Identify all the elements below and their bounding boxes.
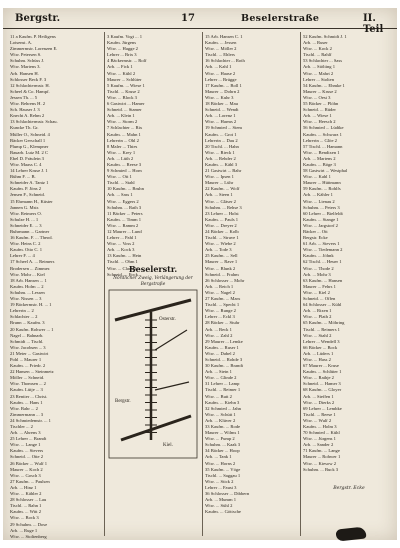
directory-entry: Kaufm. ... Sievers	[10, 448, 44, 454]
directory-entry: Wtw. ... Pump 2	[205, 436, 235, 442]
directory-entry: Wtw. Reimers O.	[10, 210, 42, 216]
directory-entry: Tischl. ... Ehlers	[205, 52, 235, 58]
directory-entry: 15 Arb. Hansen C. 1	[205, 34, 243, 39]
map-street-line	[115, 300, 191, 320]
directory-entry: Tischl. ... Saggau 1	[205, 472, 241, 478]
map-label: Kiel.	[163, 443, 173, 448]
directory-entry: 30 Kaufm. ... Brandt	[205, 363, 243, 369]
directory-entry: Wtw. ... Block 3	[107, 94, 137, 100]
directory-entry: Tischl. ... Reimers 1	[303, 326, 340, 332]
directory-entry: Tischl. ... Kruse 2	[107, 88, 140, 94]
directory-entry: Wtw. ... Thode 2	[303, 265, 334, 271]
map-label: Bergstr.	[115, 399, 131, 404]
directory-entry: Wtw. ... Ott 1	[107, 174, 132, 180]
directory-entry: Wtw. ... Heesch 2	[303, 119, 336, 125]
directory-entry: Wtw. Mohr ... Kiel	[10, 271, 45, 277]
directory-entry: Kaufm. ... Mahn 1	[107, 131, 141, 137]
directory-entry: Arb. ... Tank 1	[205, 454, 232, 460]
directory-entry: Schuhm. ... Rath 3	[107, 204, 142, 210]
directory-entry: Schneider E. ... 3	[10, 222, 42, 228]
directory-entry: Kaufm. Otto C. 1	[10, 247, 43, 253]
directory-entry: 19 Bäckermstr. H. ... 1	[10, 302, 52, 308]
directory-entry: Maurer ... Dohrn 2	[205, 88, 240, 94]
directory-entry: 13 Schlachtermstr. Schau.	[10, 119, 58, 125]
column-4	[303, 34, 395, 482]
directory-entry: 24 Bäcker ... Kolb	[205, 229, 239, 234]
directory-entry: 13 Kaufm. ... Hein	[107, 253, 142, 259]
directory-entry: Wtw. ... Bendixen 1	[303, 149, 340, 155]
directory-entry: Wtw. ... Glinde 2	[205, 375, 237, 381]
directory-entry: Wtw. Heins C. 2	[10, 241, 41, 247]
directory-entry: Möller ... Schneid.	[10, 375, 45, 381]
directory-entry: Wtw. ... Krey 1	[107, 149, 136, 155]
directory-entry: Wtw. Martens 3.	[10, 64, 41, 70]
directory-entry: 31 Lehrer ... Lamp	[205, 381, 240, 387]
directory-entry: 65 Kaufm. ... Möhring	[303, 320, 345, 326]
directory-entry: Schneid. ... Otte 2	[10, 454, 44, 460]
directory-entry: Wtw. ... Gläser 2	[205, 198, 236, 204]
directory-entry: Arb. ... Steffen 1	[303, 393, 334, 399]
directory-entry: Schuhm. ... Buck 3	[303, 466, 339, 472]
directory-entry: Schneid. ... Rohde 3	[205, 356, 243, 362]
directory-entry: Arb. ... Sander 2	[303, 442, 334, 448]
directory-entry: Schuhm. ... Rehse 3	[205, 204, 242, 210]
directory-entry: 21 Meier ... Gastwirt	[10, 350, 49, 356]
directory-entry: 59 Kaufm. ... Rohlfs	[303, 186, 341, 192]
directory-entry: Kaufm. Jürgens	[107, 40, 137, 46]
directory-entry: Tischl. ... Specht 1	[205, 302, 240, 308]
directory-entry: Wtw. ... Stick 2	[205, 478, 234, 484]
directory-entry: Ebel D. Fräulein 3	[10, 155, 44, 161]
directory-entry: Wtw. ... Claus 2	[107, 265, 137, 271]
directory-entry: Wtw. ... Mahrt 2	[303, 70, 334, 76]
directory-entry: Schulze H. ... 1	[10, 216, 39, 222]
directory-entry: Wtw. ... Rathje 2	[303, 375, 334, 381]
directory-entry: Maurer ... Schlüter	[107, 76, 142, 82]
directory-entry: Bäcker Gerschall 1	[10, 137, 46, 143]
directory-entry: Kaufm. ... Kähl 3	[205, 161, 238, 167]
directory-entry: Wtw. ... Harms 2	[205, 119, 237, 125]
directory-entry: 57 Tischl. ... Hamann	[303, 143, 343, 149]
directory-entry: Kaufm. Lütje ... 3	[10, 387, 43, 393]
directory-entry: Bergstr. Ecke	[303, 235, 328, 241]
directory-entry: 29 Schuhm. ... Dose	[10, 521, 48, 527]
directory-entry: Arb. ... Klüver 2	[205, 417, 236, 423]
directory-entry: Arb. ... Mumm 1	[205, 497, 237, 503]
directory-entry: Schneid. ... Stamer	[107, 107, 142, 113]
directory-entry: 22 Kaufm. ... Wolf	[205, 186, 240, 192]
directory-entry: Wtw. ... Sühl 2	[205, 503, 233, 509]
directory-entry: Tischl. ... Reese 1	[303, 411, 336, 417]
column-rule	[202, 32, 203, 536]
directory-entry: 28 Schlosser ... Lau	[10, 497, 47, 503]
directory-entry: Lehrer ... Brügge	[205, 76, 237, 82]
directory-entry: Buhrmann ... Gartner	[10, 229, 50, 234]
directory-entry: Tischl. ... Reimer 1	[205, 387, 241, 393]
directory-entry: 5 Kaufm. ... Wiese 1	[107, 82, 145, 88]
directory-entry: Wtw. ... Kuhr 3	[205, 94, 234, 100]
directory-entry: 56 Schmied ... Lüdtke	[303, 125, 344, 131]
directory-entry: Lehrer ... Brix 3	[107, 52, 137, 58]
directory-entry: Scheel & Co. Hampf.	[10, 88, 50, 94]
directory-entry: Lehrer ... Stolten	[303, 76, 334, 82]
directory-entry: 66 Bäcker ... Bock	[303, 344, 338, 350]
directory-entry: 25 Lehrer ... Brandt	[10, 436, 47, 442]
directory-entry: 26 Bäcker ... Wulf 1	[10, 460, 48, 466]
directory-entry: Arb. ... Rehder 2	[205, 155, 236, 161]
directory-entry: Bäcker ... Ott	[303, 229, 328, 234]
directory-page	[3, 8, 397, 540]
directory-entry: Wtw. ... Kühl 2	[107, 70, 136, 76]
column-1	[10, 34, 102, 539]
directory-entry: Lehrer ... Eckl 3	[205, 314, 235, 320]
directory-entry: Wtw. Bahr ... 2	[10, 405, 38, 411]
map-street-line	[155, 330, 187, 350]
directory-entry: Schuhm. ... Peters 3	[303, 204, 340, 210]
directory-entry: Arb. ... Ahrens 3	[10, 430, 41, 436]
directory-entry: 15 Ehrmann H., Küster	[10, 198, 53, 204]
directory-entry: Wtw. ... Lienau 2	[303, 198, 335, 204]
directory-entry: 4 Bäckermstr. ... Rolf	[107, 58, 147, 64]
directory-entry: Wtw. ... Gosch 3	[10, 472, 41, 478]
directory-entry: Wtw. ... Kiel 2	[303, 289, 330, 295]
directory-entry: 34 Bäcker ... Hoop	[205, 448, 240, 454]
directory-entry: Wtw. ... Möller 2	[205, 46, 237, 52]
directory-entry: Lehrerin ... Ohl 2	[107, 137, 139, 143]
directory-entry: Tischl. ... Ohm 1	[107, 259, 138, 265]
directory-entry: Kaufm. ... Reese 3	[107, 161, 142, 167]
directory-entry: Wtw. ... Butt 2	[205, 393, 232, 399]
directory-entry: 10 Kaufm. ... Bruhn	[107, 186, 144, 192]
directory-entry: 36 Schlosser ... Dibbern	[205, 491, 250, 497]
directory-entry: Arb. ... Hinz 1	[10, 484, 37, 490]
directory-entry: Wtw. ... Jürgens 1	[303, 436, 336, 442]
column-4-footer: Bergstr. Ecke	[333, 486, 365, 491]
directory-entry: Kaufm. ... Pauls 1	[205, 216, 239, 222]
map-street-line	[155, 382, 189, 390]
directory-entry: Kaufm. ... Böge 3	[303, 161, 336, 167]
directory-entry: Wtw. Maass C. 4	[10, 161, 42, 167]
ink-blot	[335, 526, 366, 541]
directory-entry: Wtw. ... Rieck 1	[205, 149, 235, 155]
directory-entry: Arb. ... Wiese 1	[303, 113, 332, 119]
directory-entry: Maurer ... Rave 1	[205, 259, 238, 265]
directory-entry: 63 Kaufm. ... Hansen	[303, 277, 343, 283]
directory-entry: 8 Maler ... Thies	[107, 143, 138, 149]
directory-entry: 58 Gastwirt ... Westphal	[303, 168, 348, 174]
directory-entry: Arb. ... Kahl 1	[205, 64, 232, 70]
directory-entry: Wtw. ... Ipsen 1	[205, 174, 234, 180]
directory-entry: Wtw. ... Hagge 2	[107, 46, 138, 52]
directory-entry: Lehrer ... Wendell 3	[303, 338, 340, 344]
directory-entry: Schneider A. Tantz 1	[10, 180, 49, 186]
directory-entry: Arb. Hansen H.	[10, 70, 39, 76]
directory-entry: Schneid. ... Wendt	[205, 107, 239, 113]
section-title: Beselerstr.	[128, 264, 178, 274]
directory-entry: Arb. ... Steen 1	[205, 192, 233, 198]
directory-entry: Wtw. ... Schütt 1	[205, 411, 236, 417]
directory-entry: Bühm F. ... B.	[10, 174, 36, 180]
directory-entry: Kaufm. ... Witt 2	[10, 509, 41, 515]
directory-entry: Kuncke Th. Gr.	[10, 125, 39, 131]
directory-entry: Plump G., Klempner	[10, 143, 49, 149]
directory-entry: Arb. ... Lüth 2	[107, 155, 134, 161]
directory-entry: 7 Schlachter ... Rix	[107, 125, 143, 131]
directory-entry: Wtw. ... Kähler 2	[10, 491, 42, 497]
directory-entry: Schlosser Beck F. 3	[10, 76, 47, 82]
directory-entry: Arb. ... Rixen 1	[303, 308, 332, 314]
directory-entry: 64 Schlosser ... Kühl	[303, 302, 342, 308]
directory-entry: Kaufm. ... Göttsche	[205, 509, 241, 515]
directory-entry: 16 Schlachter ... Roth	[205, 58, 245, 64]
directory-entry: 70 Schmied ... Kühl	[303, 430, 340, 436]
directory-entry: Zimmermstr. Lorenzen E.	[10, 46, 58, 52]
directory-entry: 62 Tischl. ... Heuer 1	[303, 259, 342, 265]
directory-entry: Kaufm. ... Kiehn 3	[205, 399, 240, 405]
directory-entry: 6 Gastwirt ... Hamer	[107, 101, 145, 107]
directory-entry: Arb. ... Lüders 1	[303, 350, 334, 356]
directory-entry: 32 Schmied ... Jahn	[205, 405, 241, 411]
directory-entry: Arb. ... Kock 3	[107, 247, 135, 253]
directory-entry: Wtw. ... Stahl 2	[303, 332, 332, 338]
directory-entry: Jensen F., Schneid.	[10, 192, 45, 198]
directory-entry: Schuhm. Schüss J.	[10, 58, 45, 64]
directory-entry: Wtw. ... Zahl 2	[205, 332, 233, 338]
directory-entry: Wtw. ... Ramm 2	[107, 222, 139, 228]
directory-entry: Tischl. ... Struve 1	[205, 235, 239, 241]
directory-entry: Maurer ... Hüttmann	[303, 180, 341, 186]
header-part: II. Teil	[363, 13, 384, 35]
directory-entry: Schneid. ... Hamer 3	[303, 381, 341, 387]
directory-entry: Tischl. ... Rahlf	[303, 52, 332, 58]
directory-entry: Wtw. ... Horns 2	[205, 460, 236, 466]
directory-entry: 35 Kaufm. ... Vöge	[205, 466, 241, 472]
directory-entry: 23 Rentier ... Christ.	[10, 393, 48, 399]
directory-entry: Wtw. ... Tiedemann 2	[303, 247, 343, 253]
directory-entry: Wtw. Petersen S.	[10, 52, 42, 58]
directory-entry: 12 Maurer ... Lund	[107, 229, 142, 234]
directory-entry: Lehrerin ... Glöe 2	[303, 137, 337, 143]
directory-entry: Wtw. Jacobsen ... 3	[10, 344, 46, 350]
directory-entry: Kaufm. ... Jöhnk	[303, 253, 334, 259]
directory-entry: 23 Lehrer ... Holst	[205, 210, 239, 216]
directory-entry: Arb. ... Fick 1	[107, 64, 133, 70]
directory-entry: Lehrer ... Faust 3	[205, 484, 237, 490]
directory-entry: Arb. ... Ruge 1	[10, 527, 38, 533]
directory-entry: Wtw. ... Blunk 2	[205, 265, 236, 271]
directory-entry: 71 Kaufm. ... Lange	[303, 448, 340, 454]
directory-entry: Sch. Hauser J. 3	[10, 107, 40, 113]
directory-entry: Kaufm. ... Schwarz 1	[303, 131, 342, 137]
directory-entry: Tischl. ... Stahl	[107, 180, 135, 186]
directory-entry: Maurer ... Kruse 2	[303, 88, 337, 94]
directory-entry: Schlachter ... 2	[10, 314, 38, 320]
directory-entry: Kaufm. ... Grot 1	[205, 131, 237, 137]
directory-entry: Arb. ... Stein 1	[205, 369, 232, 375]
directory-entry: Wtw. ... Voss 2	[107, 241, 135, 247]
directory-entry: Kaufm. ... Hans 1	[10, 399, 43, 405]
map-label: Osterstr.	[159, 317, 176, 322]
directory-entry: Kaufm. ... Friedr. 2	[10, 363, 46, 369]
page-number: 17	[181, 13, 195, 24]
directory-entry: 53 Schlachter ... Sass	[303, 58, 343, 64]
directory-entry: 61 Arb. ... Sievers 1	[303, 241, 340, 247]
directory-entry: 26 Schlosser ... Mohr	[205, 277, 245, 283]
directory-entry: 22 Hansen ... Steinmetz	[10, 369, 54, 375]
directory-entry: Wtw. ... Wiebe 2	[205, 241, 236, 247]
directory-entry: 12 Schlachtermstr. H.	[10, 82, 50, 88]
directory-entry: Wtw. ... Oest 3	[303, 94, 331, 100]
directory-entry: Tischler ... 2	[10, 424, 33, 429]
directory-entry: Jannen G. Mstr.	[10, 204, 40, 210]
directory-entry: Wtw. ... Kiesow 2	[303, 460, 337, 466]
directory-entry: 25 Kaufm. ... Sell	[205, 253, 238, 259]
directory-entry: 18 Arb. Hansen ... 1	[10, 277, 47, 283]
directory-entry: Schneid. ... Offen	[303, 296, 336, 302]
directory-entry: Kaufm. ... Stange 1	[303, 216, 339, 222]
directory-entry: Arb. ... Klein 1	[107, 113, 135, 119]
directory-entry: 17 Kaufm. ... Boll 1	[205, 82, 242, 88]
directory-entry: Schuhm. ... Kaak 3	[205, 442, 241, 448]
directory-entry: 24 Schmiedemstr. ... 1	[10, 417, 51, 423]
directory-entry: Lehrer ... Pahl 1	[107, 235, 137, 241]
directory-entry: 27 Kaufm. ... Paulsen	[10, 478, 50, 484]
directory-entry: 20 Kaufm. Rohwer ... 1	[10, 326, 54, 332]
directory-entry: Wtw. ... Dierks 2	[303, 399, 335, 405]
directory-entry: Kaufm. ... Ruser 1	[205, 344, 239, 350]
directory-entry: Wtw. ... Lange 1	[10, 442, 41, 448]
directory-entry: Wtw. ... Kahl 1	[303, 174, 331, 180]
directory-entry: Lotsenst. A.	[10, 40, 33, 46]
directory-entry: Schuhm. ... Lessen	[10, 289, 45, 295]
directory-entry: 27 Kaufm. ... Marx	[205, 296, 241, 302]
directory-entry: Kaufm. ... Jessen	[205, 40, 237, 46]
directory-entry: Pohl ... Maurer 1	[10, 356, 42, 362]
header-left-street: Bergstr.	[15, 13, 61, 24]
directory-entry: Nagel ... Bahnarb.	[10, 332, 44, 338]
directory-entry: 60 Lehrer ... Bielfeldt	[303, 210, 343, 216]
directory-entry: Maurer ... Koch 2	[10, 466, 43, 472]
directory-entry: Maurer ... Wilms 1	[205, 430, 240, 436]
directory-entry: Wtw. ... Kock 2	[303, 46, 332, 52]
street-map	[107, 290, 199, 460]
directory-entry: Kaufm. P. Jöns 2	[10, 186, 42, 192]
directory-entry: Maurer ... Rohwer 1	[303, 454, 341, 460]
directory-entry: Wtw. ... Wulf 2	[303, 417, 332, 423]
directory-entry: 11 Bäcker ... Peters	[107, 210, 143, 216]
directory-entry: Kaufm. ... Timm 1	[107, 216, 142, 222]
section-subtitle: Nördlicher Zweig, Verlängerung der Bergstraße	[113, 276, 193, 287]
directory-entry: Lehrerin ... Dau 2	[205, 137, 238, 143]
directory-entry: Arb. ... Reich 1	[205, 283, 234, 289]
directory-entry: Wtw. ... Dreyer 2	[205, 222, 237, 228]
directory-entry: Schmidt ... Tischl.	[10, 338, 44, 344]
directory-entry: Kaufm. ... Holm 3	[303, 424, 337, 429]
directory-entry: 19 Schmied ... Siem	[205, 125, 243, 131]
directory-entry: Arb. ... Kähler 1	[303, 192, 333, 198]
directory-entry: 67 Maurer ... Kruse	[303, 363, 339, 369]
directory-entry: 33 Kaufm. ... Rode	[205, 424, 241, 429]
directory-entry: 16 Kaufm. F. ... Theod.	[10, 235, 53, 241]
directory-entry: 18 Bäcker ... Mau	[205, 101, 238, 107]
directory-entry: Zimmermann ... 3	[10, 411, 44, 417]
directory-entry: Arb. ... Sass 1	[107, 192, 133, 198]
directory-entry: Lehrerin ... 2	[10, 308, 34, 314]
directory-entry: 21 Gastwirt ... Bahr	[205, 168, 242, 174]
directory-entry: Wtw. Nissen ... 3	[10, 296, 42, 302]
directory-entry: Arb. ... Mohr 3	[303, 271, 331, 277]
directory-entry: Wtw. ... Jargstorf 2	[303, 222, 338, 228]
directory-entry: Maurer ... Fehrs 1	[303, 283, 336, 289]
directory-entry: Wtw. ... Nagel 2	[205, 289, 235, 295]
directory-entry: 28 Bäcker ... Stuhr	[205, 320, 240, 326]
directory-entry: Wtw. ... Eggers 2	[107, 198, 139, 204]
directory-entry: Wtw. ... Stoltenberg	[10, 533, 47, 539]
directory-entry: Lehrer F. ... 4	[10, 253, 35, 259]
directory-entry: Arb. ... Beck 1	[205, 326, 232, 332]
directory-entry: 11 a Kaufm. P. Heiligens	[10, 34, 56, 39]
directory-entry: 54 Kaufm. ... Ehmke 1	[303, 82, 345, 88]
directory-entry: Wtw. ... Bock 3	[10, 515, 39, 521]
directory-entry: 17 Scheel A. ... Reimers	[10, 259, 55, 265]
directory-entry: Arb. ... Stölting 1	[303, 64, 336, 70]
directory-entry: Arb. ... Martens 2	[303, 155, 336, 161]
directory-entry: Wtw. ... Runge 2	[205, 308, 236, 314]
column-3	[205, 34, 297, 534]
directory-entry: Wtw. ... Storm 2	[107, 119, 138, 125]
directory-entry: Schneid. ... Fock	[107, 271, 138, 277]
directory-entry: Schneid. ... Rüder	[303, 107, 336, 113]
directory-entry: Wtw. ... Haase 2	[205, 70, 236, 76]
column-rule	[104, 32, 105, 536]
directory-entry: Brodersen ... Zimmer.	[10, 265, 51, 271]
directory-entry: Tischl. ... Rahn 1	[10, 503, 42, 509]
directory-entry: 68 Kaufm. ... Gloyer	[303, 387, 342, 393]
map-street-line	[121, 416, 191, 440]
directory-entry: 20 Tischl. ... Hahn	[205, 143, 239, 149]
directory-entry: Knecht A. Rehm 2	[10, 113, 45, 119]
directory-entry: Bauarb. Lutz M. 2 C	[10, 149, 49, 155]
directory-entry: 29 Maurer ... Lemke	[205, 338, 243, 344]
directory-entry: Wtw. ... Dabel 2	[205, 350, 235, 356]
directory-entry: Wtw. ... Hass 2	[303, 356, 331, 362]
directory-entry: Wtw. Thomsen ... 2	[10, 381, 46, 387]
directory-entry: Arb. ... Tode 3	[205, 247, 232, 253]
directory-entry: Kaufm. Holm ... 2	[10, 283, 44, 289]
directory-entry: Jessen Th. ... 5	[10, 94, 38, 100]
directory-entry: Brunn ... Kaufm. 3	[10, 320, 45, 326]
directory-entry: Müller O., Schneid. 4	[10, 131, 50, 137]
page-header	[3, 8, 397, 35]
directory-entry: Maurer ... Lühr	[205, 180, 234, 186]
directory-entry: Wtw. Behrens H. 2	[10, 101, 46, 107]
directory-entry: 52 Kaufm. Schmidt J. 1	[303, 34, 347, 39]
directory-entry: Kaufm. ... Schlüter 1	[303, 369, 342, 375]
column-rule	[300, 32, 301, 536]
header-street-title: Beselerstraße	[241, 13, 320, 24]
directory-entry: 3 Kaufm. Vogt ... 1	[107, 34, 143, 39]
directory-entry: 55 Bäcker ... Plöhn	[303, 101, 339, 107]
directory-entry: Arb. ... Lorenz 1	[205, 113, 236, 119]
directory-entry: Wtw. ... Plath 2	[303, 314, 332, 320]
directory-entry: Schneid. ... Frahm	[205, 271, 239, 277]
directory-entry: 9 Schmied ... Horn	[107, 168, 142, 174]
directory-entry: Arb. ... Ruser	[303, 40, 328, 46]
directory-entry: 69 Lehrer ... Lembke	[303, 405, 342, 411]
directory-entry: 14 Lehrer Kruse J. 1	[10, 168, 48, 174]
